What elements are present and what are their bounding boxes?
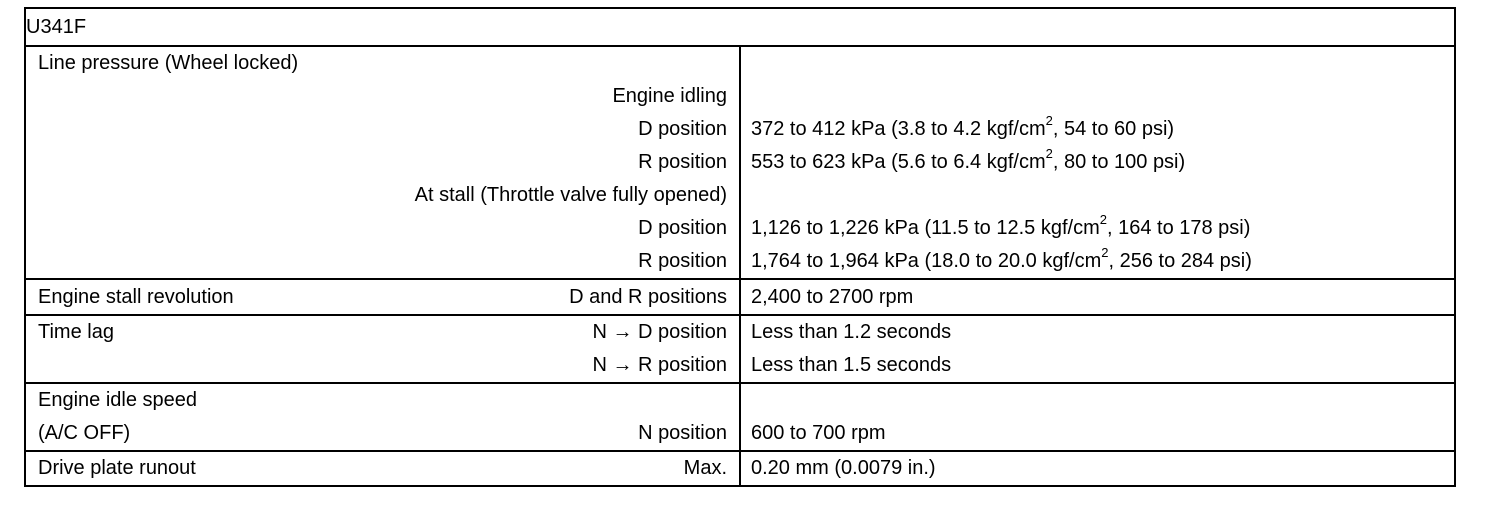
- stall-revolution-value: 2,400 to 2700 rpm: [751, 286, 914, 308]
- line-pressure-row: [25, 46, 1455, 279]
- idle-d-value: 372 to 412 kPa (3.8 to 4.2 kgf/$cm^2$, 54 to 60 psi): [751, 113, 1175, 140]
- time-lag-conditions: [25, 315, 740, 383]
- idle-r-position-label: R position: [638, 151, 727, 173]
- spec-table: [24, 7, 1456, 487]
- time-lag-label: Time lag: [38, 321, 114, 343]
- idle-d-position-label: D position: [638, 118, 727, 140]
- drive-plate-condition: Max.: [683, 457, 727, 479]
- time-lag-nr-label: N → R position: [592, 354, 727, 376]
- idle-speed-row: [25, 383, 1455, 451]
- drive-plate-value: 0.20 mm (0.0079 in.): [751, 457, 936, 479]
- idle-r-value: 553 to 623 kPa (5.6 to 6.4 kgf/$cm^2$, 80 to 100 psi): [751, 146, 1186, 173]
- stall-r-position-label: R position: [638, 250, 727, 272]
- engine-idling-label: Engine idling: [612, 85, 727, 107]
- stall-revolution-conditions: [25, 279, 740, 315]
- stall-revolution-row: [25, 279, 1455, 315]
- idle-speed-condition: N position: [638, 422, 727, 444]
- drive-plate-row: [25, 451, 1455, 486]
- line-pressure-values: [740, 46, 1455, 279]
- time-lag-nr-value: Less than 1.5 seconds: [751, 354, 952, 376]
- stall-d-value: 1,126 to 1,226 kPa (11.5 to 12.5 kgf/$cm^2$, 164 to 178 psi): [751, 212, 1251, 239]
- stall-revolution-values: [740, 279, 1455, 315]
- line-pressure-conditions: [25, 46, 740, 279]
- time-lag-nd-value: Less than 1.2 seconds: [751, 321, 952, 343]
- time-lag-row: [25, 315, 1455, 383]
- time-lag-nd-label: N → D position: [592, 321, 727, 343]
- stall-revolution-condition: D and R positions: [569, 286, 727, 308]
- stall-r-value: 1,764 to 1,964 kPa (18.0 to 20.0 kgf/$cm^2$, 256 to 284 psi): [751, 245, 1252, 272]
- title-row: [25, 8, 1455, 46]
- idle-speed-sub-label: (A/C OFF): [38, 422, 131, 444]
- table-title: U341F: [25, 8, 1455, 46]
- stall-revolution-label: Engine stall revolution: [38, 286, 234, 308]
- drive-plate-label: Drive plate runout: [38, 457, 196, 479]
- idle-speed-conditions: [25, 383, 740, 451]
- time-lag-values: [740, 315, 1455, 383]
- at-stall-label: At stall (Throttle valve fully opened): [414, 184, 727, 206]
- idle-speed-value: 600 to 700 rpm: [751, 422, 886, 444]
- stall-d-position-label: D position: [638, 217, 727, 239]
- drive-plate-conditions: [25, 451, 740, 486]
- line-pressure-label: Line pressure (Wheel locked): [38, 52, 299, 74]
- drive-plate-values: [740, 451, 1455, 486]
- idle-speed-label: Engine idle speed: [38, 389, 198, 411]
- idle-speed-values: [740, 383, 1455, 451]
